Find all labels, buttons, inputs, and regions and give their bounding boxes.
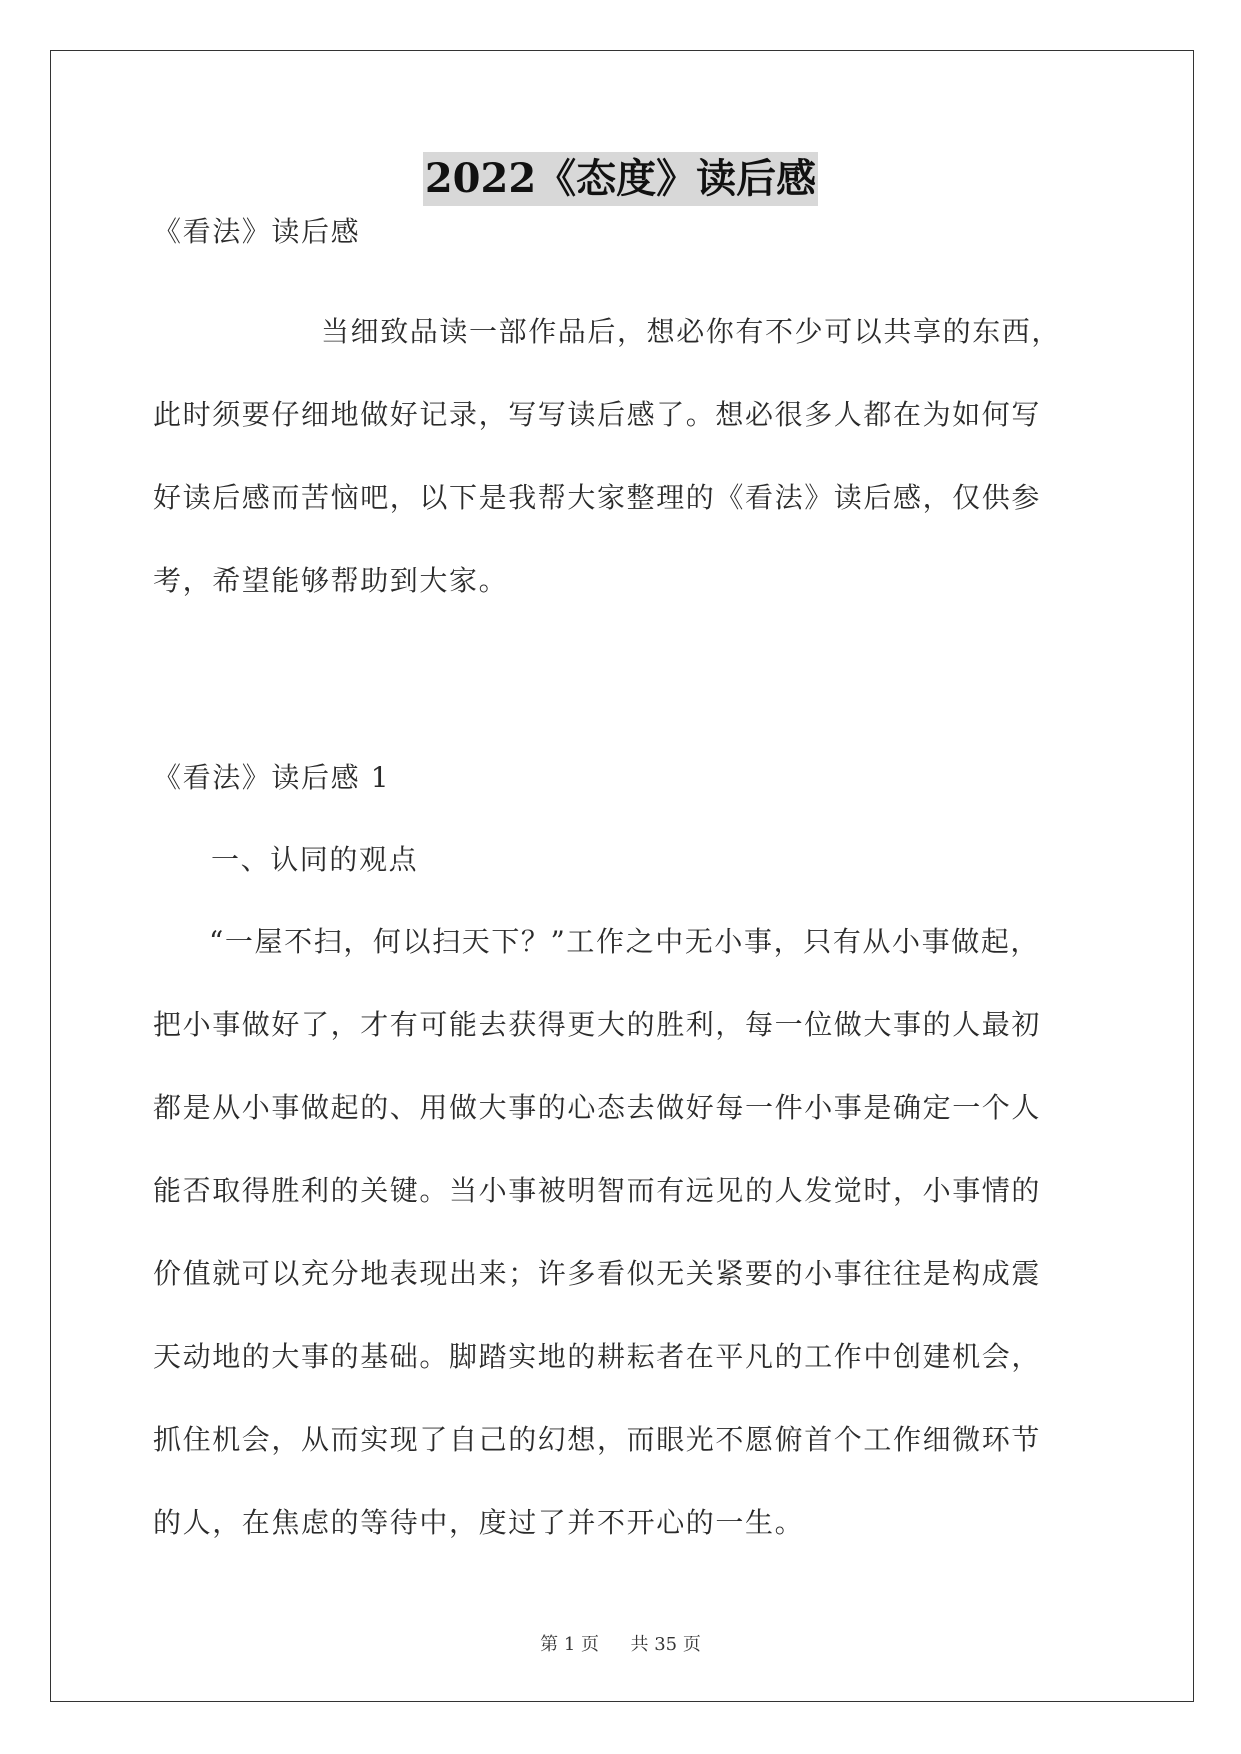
- body-line-7: 抓住机会，从而实现了自己的幻想，而眼光不愿俯首个工作细微环节: [153, 1423, 1042, 1456]
- subtitle: [153, 212, 1098, 252]
- page-total: 共 35 页: [630, 1634, 701, 1655]
- body-line-4: 能否取得胜利的关键。当小事被明智而有远见的人发觉时，小事情的: [153, 1174, 1042, 1207]
- body-line-6: 天动地的大事的基础。脚踏实地的耕耘者在平凡的工作中创建机会，: [153, 1340, 1042, 1373]
- body-line-3: 都是从小事做起的、用做大事的心态去做好每一件小事是确定一个人: [153, 1091, 1042, 1124]
- intro-line-1: 当细致品读一部作品后，想必你有不少可以共享的东西，: [321, 315, 1062, 348]
- body-line-1: “一屋不扫，何以扫天下？”工作之中无小事，只有从小事做起，: [209, 925, 1041, 958]
- sub-heading: [211, 840, 1156, 880]
- document-title: 2022《态度》读后感: [423, 152, 818, 206]
- section-heading-text: 《看法》读后感 1: [153, 761, 391, 794]
- body-line-5: 价值就可以充分地表现出来；许多看似无关紧要的小事往往是构成震: [153, 1257, 1042, 1290]
- intro-line-3: 好读后感而苦恼吧，以下是我帮大家整理的《看法》读后感，仅供参: [153, 481, 1042, 514]
- section-heading: [153, 758, 1098, 798]
- page-footer: [0, 1630, 1241, 1656]
- intro-line-4: 考，希望能够帮助到大家。: [153, 564, 509, 597]
- page-number: 第 1 页: [540, 1634, 600, 1655]
- body-line-2: 把小事做好了，才有可能去获得更大的胜利，每一位做大事的人最初: [153, 1008, 1042, 1041]
- sub-heading-text: 一、认同的观点: [211, 843, 419, 876]
- body-paragraph: [153, 900, 1098, 1564]
- subtitle-text: 《看法》读后感: [153, 215, 361, 248]
- intro-line-2: 此时须要仔细地做好记录，写写读后感了。想必很多人都在为如何写: [153, 398, 1042, 431]
- intro-paragraph: [153, 290, 1098, 622]
- body-line-8: 的人，在焦虑的等待中，度过了并不开心的一生。: [153, 1506, 805, 1539]
- title-container: [0, 152, 1241, 206]
